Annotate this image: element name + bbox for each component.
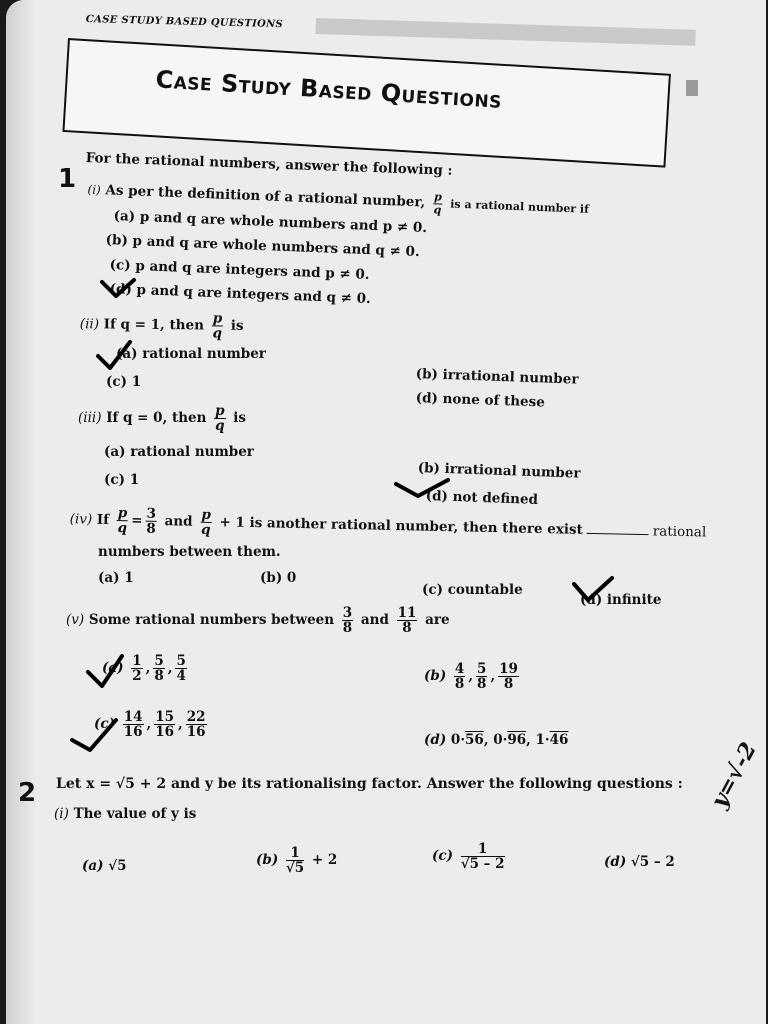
q1-iv-if: If — [96, 511, 110, 528]
q2-i-text: The value of y is — [73, 806, 197, 822]
q1-i-label: (i) — [87, 182, 102, 198]
option-label: (b) — [424, 668, 447, 685]
q2-i-label: (i) — [54, 806, 69, 822]
q1-v-label: (v) — [66, 612, 85, 629]
option-tail: + 2 — [311, 852, 338, 869]
q1-i-stem-a: As per the definition of a rational number, — [105, 182, 426, 211]
frac-num: 3 — [146, 505, 157, 522]
decimal-part: , 1· — [526, 732, 550, 748]
frac-num: p — [433, 190, 443, 204]
q1-iv-and: and — [164, 513, 193, 530]
q1-iii-stem-a: If q = 0, then — [106, 410, 207, 427]
option-label: (d) — [424, 732, 447, 748]
frac-den: 8 — [154, 668, 164, 685]
q1-i-stem-b: is a rational number if — [450, 197, 590, 216]
frac-den: q — [200, 521, 211, 539]
frac-num: 1 — [286, 846, 304, 861]
handwritten-tick-marks — [6, 0, 766, 1024]
q1-i-option-d: (d) p and q are integers and q ≠ 0. — [109, 281, 372, 308]
frac-den: q — [215, 418, 225, 435]
handwritten-margin-note: y=√-2 — [706, 738, 762, 813]
frac-den: 16 — [186, 724, 206, 741]
q1-iii-option-a: (a) rational number — [104, 444, 254, 460]
q1-iv-option-d: (d) infinite — [580, 592, 662, 608]
frac-num: 4 — [454, 661, 465, 677]
tick-mark-q1-iv-d — [574, 578, 612, 600]
textbook-page — [6, 0, 766, 1024]
q1-ii-option-c: (c) 1 — [106, 374, 142, 390]
tick-mark-q1-ii-a — [98, 342, 130, 368]
q2-stem: Let x = √5 + 2 and y be its rationalising factor. Answer the following questions : — [56, 776, 683, 792]
repeating-digits: 96 — [507, 732, 527, 748]
frac-num: 3 — [342, 605, 353, 621]
question-number-2: 2 — [18, 778, 37, 808]
q1-iii-option-b: (b) irrational number — [417, 460, 581, 482]
frac-den: 8 — [342, 620, 353, 637]
q1-v-option-b: (b) $\frac{4}{8}$ , $\frac{5}{8}$ , $\frac{19}{8}$ — [424, 661, 518, 693]
frac-num: 14 — [123, 709, 143, 725]
frac-den: q — [212, 325, 223, 342]
q1-intro: For the rational numbers, answer the following : — [85, 150, 453, 179]
q1-iv-label: (iv) — [69, 511, 93, 528]
q1-i-option-c: (c) p and q are integers and p ≠ 0. — [109, 257, 370, 283]
q1-iv-option-b: (b) 0 — [260, 570, 297, 586]
q1-ii-stem-b: is — [230, 317, 244, 334]
decimal-part: , 0· — [483, 732, 508, 748]
q1-iii-stem-b: is — [233, 410, 247, 427]
frac-num: 1 — [132, 653, 142, 669]
frac-den: 8 — [402, 620, 412, 637]
option-label: (a) — [102, 660, 124, 677]
tick-mark-q1-i-d — [102, 280, 134, 296]
frac-den: √5 — [285, 860, 305, 877]
q1-i-option-b: (b) p and q are whole numbers and q ≠ 0. — [105, 232, 420, 261]
frac-den: q — [433, 202, 442, 217]
question-number-1: 1 — [58, 164, 77, 194]
repeating-digits: 56 — [465, 732, 484, 748]
frac-den: 8 — [146, 520, 156, 537]
q1-v-stem-a: Some rational numbers between — [88, 612, 335, 629]
option-value: √5 — [108, 858, 127, 874]
frac-num: 22 — [186, 709, 206, 725]
tick-mark-q1-iii-d — [396, 480, 448, 496]
frac-den: 8 — [454, 676, 465, 693]
frac-num: p — [215, 403, 225, 419]
tick-mark-q1-v-a — [88, 656, 122, 686]
frac-num: p — [212, 310, 223, 327]
option-label: (b) — [256, 852, 279, 869]
frac-den: q — [117, 520, 128, 537]
q1-iii-option-c: (c) 1 — [104, 472, 140, 488]
option-value: √5 – 2 — [630, 854, 675, 870]
q1-ii-option-a: (a) rational number — [116, 346, 266, 362]
frac-num: 5 — [176, 653, 186, 669]
frac-den: √5 – 2 — [460, 856, 505, 873]
q1-iv-option-a: (a) 1 — [98, 570, 134, 586]
q1-ii-stem-a: If q = 1, then — [103, 316, 205, 334]
q1-iv-option-c: (c) countable — [422, 582, 523, 598]
q1-iv-line2: numbers between them. — [98, 544, 281, 560]
banner-title: Case Study Based Questions — [154, 65, 503, 114]
option-label: (c) — [432, 848, 453, 865]
option-label: (d) — [604, 854, 627, 870]
q1-i-option-a: (a) p and q are whole numbers and p ≠ 0. — [113, 208, 428, 237]
q1-v-option-c: (c) $\frac{14}{16}$ , $\frac{15}{16}$ , $\frac{22}{16}$ — [94, 709, 206, 741]
decimal-part: 0· — [450, 732, 466, 748]
q1-v-and: and — [360, 612, 389, 629]
option-label: (c) — [94, 716, 115, 733]
q1-iii-label: (iii) — [78, 410, 102, 427]
frac-den: 4 — [176, 668, 186, 685]
q1-iv-plus: + 1 is another rational number, then there exist — [219, 514, 583, 538]
frac-num: 5 — [477, 661, 487, 677]
q1-iii-option-d: (d) not defined — [425, 488, 539, 508]
q1-ii-option-d: (d) none of these — [415, 390, 546, 411]
frac-num: 15 — [155, 709, 174, 725]
frac-num: 1 — [461, 842, 505, 857]
q1-ii-label: (ii) — [79, 316, 100, 333]
frac-den: 8 — [477, 676, 487, 693]
q1-v-option-a: (a) $\frac{1}{2}$ , $\frac{5}{8}$ , $\frac{5}{4}$ — [102, 653, 186, 685]
q1-part-iv: (iv) If $\frac{p}{q}$ = $\frac{3}{8}$ and $\frac{p}{q}$ + 1 is another rational number, then there exist rational — [69, 505, 707, 541]
repeating-digits: 46 — [549, 732, 569, 748]
option-label: (a) — [82, 858, 104, 874]
frac-num: 19 — [499, 661, 518, 677]
frac-den: 16 — [155, 724, 174, 741]
tick-mark-q1-v-c — [72, 720, 116, 750]
frac-num: 5 — [154, 653, 164, 669]
running-header: CASE STUDY BASED QUESTIONS — [85, 14, 284, 31]
frac-den: 2 — [132, 668, 142, 685]
frac-den: 8 — [503, 676, 514, 693]
q1-iv-rational: rational — [652, 523, 707, 541]
frac-num: 11 — [397, 605, 417, 621]
q1-v-stem-b: are — [425, 612, 450, 629]
frac-num: p — [201, 506, 212, 523]
q1-ii-option-b: (b) irrational number — [415, 366, 579, 388]
frac-num: p — [117, 505, 128, 522]
frac-den: 16 — [123, 724, 143, 741]
